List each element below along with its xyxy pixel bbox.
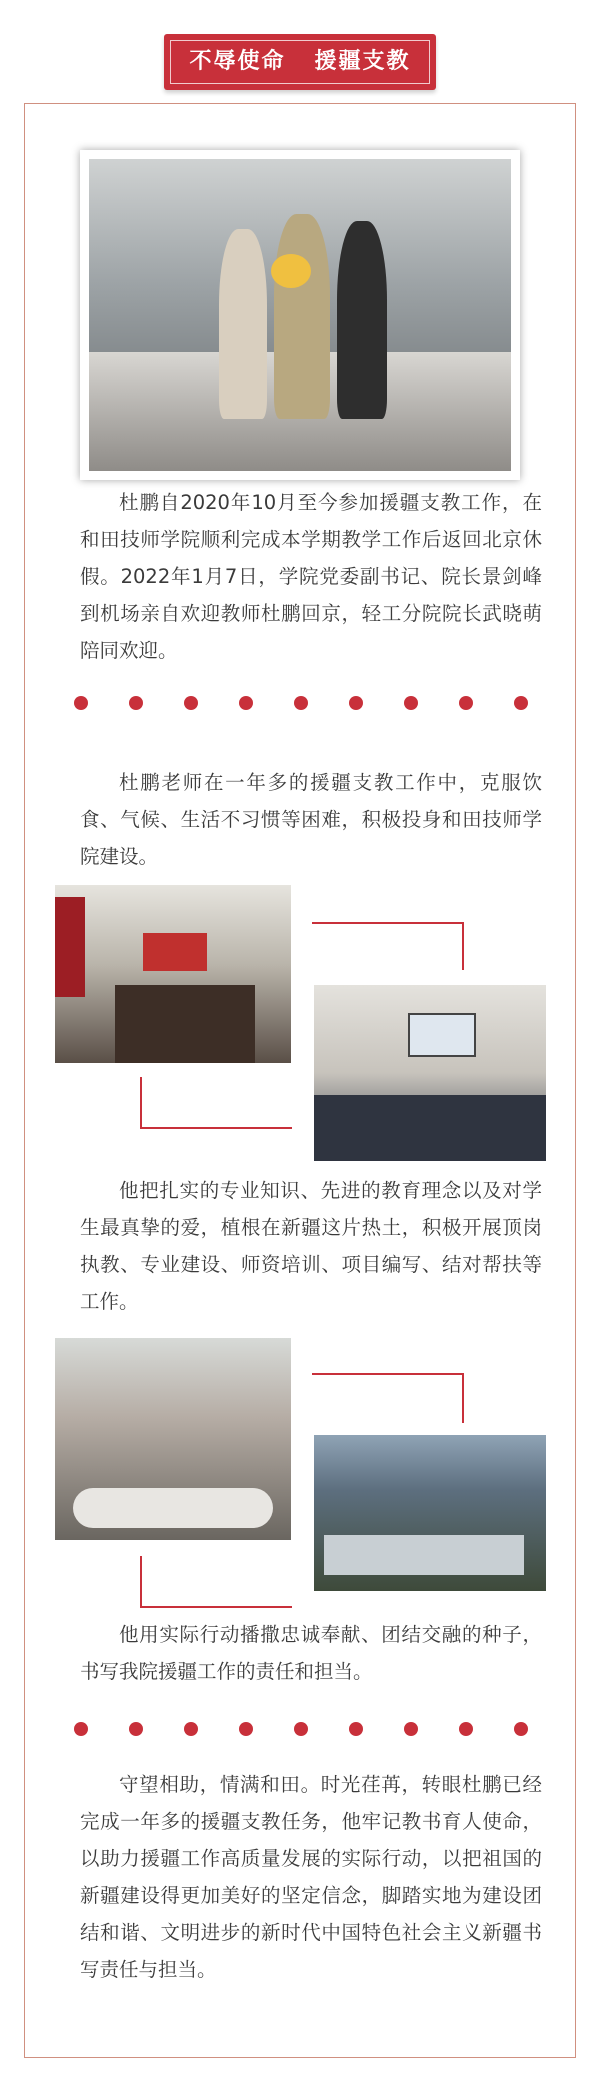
divider-dot	[294, 1722, 308, 1736]
paragraph-1: 杜鹏自2020年10月至今参加援疆支教工作，在和田技师学院顺利完成本学期教学工作后返回北京休假。2022年1月7日，学院党委副书记、院长景剑峰到机场亲自欢迎教师杜鹏回京，轻工分院院长武晓萌陪同欢迎。	[80, 491, 542, 662]
machine-bench	[324, 1535, 524, 1575]
person-left	[219, 229, 267, 419]
meeting-photo	[55, 885, 291, 1063]
deco-line	[312, 1373, 464, 1375]
divider-dot	[349, 1722, 363, 1736]
divider-dot	[349, 696, 363, 710]
person-center	[274, 214, 330, 419]
divider-dot	[239, 1722, 253, 1736]
title-banner	[164, 34, 436, 90]
banner-title: 不辱使命 援疆支教	[189, 49, 411, 74]
divider-dot	[129, 696, 143, 710]
meeting-table	[115, 985, 255, 1063]
divider-dot	[404, 1722, 418, 1736]
paragraph-3: 他把扎实的专业知识、先进的教育理念以及对学生最真挚的爱，植根在新疆这片热土，积极开展顶岗执教、专业建设、师资培训、项目编写、结对帮扶等工作。	[80, 1179, 542, 1313]
divider-dot	[459, 696, 473, 710]
divider-dot	[514, 1722, 528, 1736]
divider-dot	[129, 1722, 143, 1736]
deco-line	[312, 922, 464, 924]
dot-divider-2	[74, 1722, 528, 1736]
divider-dot	[294, 696, 308, 710]
divider-dot	[239, 696, 253, 710]
dot-divider-1	[74, 696, 528, 710]
lab-group-photo	[55, 1338, 291, 1540]
deco-line	[462, 922, 464, 970]
divider-dot	[514, 696, 528, 710]
deco-line	[140, 1077, 142, 1127]
classroom-photo	[314, 985, 546, 1161]
deco-line	[140, 1127, 292, 1129]
paragraph-5: 守望相助，情满和田。时光荏苒，转眼杜鹏已经完成一年多的援疆支教任务，他牢记教书育人使命，以助力援疆工作高质量发展的实际行动，以把祖国的新疆建设得更加美好的坚定信念，脚踏实地为建设团结和谐、文明进步的新时代中国特色社会主义新疆书写责任与担当。	[80, 1773, 542, 1981]
paragraph-4: 他用实际行动播撒忠诚奉献、团结交融的种子，书写我院援疆工作的责任和担当。	[80, 1623, 542, 1683]
divider-dot	[404, 696, 418, 710]
divider-dot	[74, 696, 88, 710]
person-right	[337, 221, 387, 419]
deco-line	[462, 1373, 464, 1423]
airport-photo	[80, 150, 520, 480]
divider-dot	[184, 696, 198, 710]
deco-line	[140, 1556, 142, 1606]
deco-line	[140, 1606, 292, 1608]
divider-dot	[74, 1722, 88, 1736]
lab-equipment	[73, 1488, 273, 1528]
divider-dot	[459, 1722, 473, 1736]
flower-bouquet	[271, 254, 311, 288]
paragraph-2: 杜鹏老师在一年多的援疆支教工作中，克服饮食、气候、生活不习惯等困难，积极投身和田技师学院建设。	[80, 771, 542, 868]
red-curtain	[55, 897, 85, 997]
students-seated	[314, 1095, 546, 1161]
classroom-screen	[408, 1013, 476, 1057]
divider-dot	[184, 1722, 198, 1736]
lab-work-photo	[314, 1435, 546, 1591]
presentation-screen	[143, 933, 207, 971]
